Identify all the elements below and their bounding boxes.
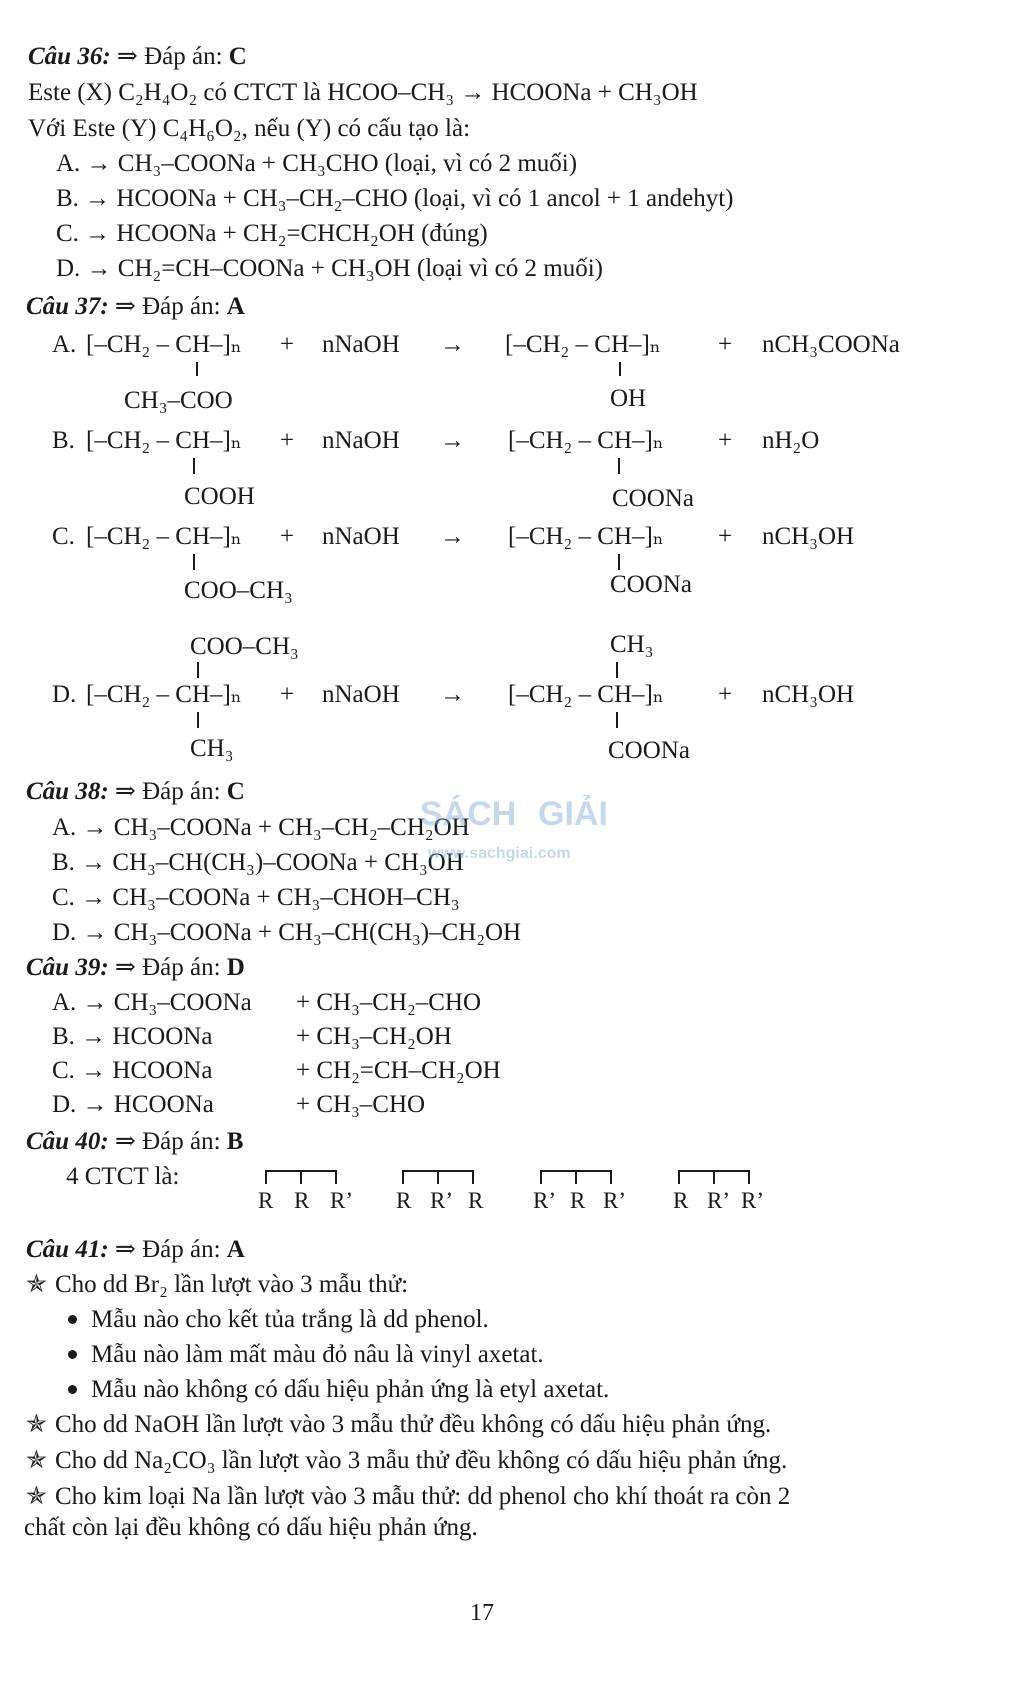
q40-struct3-r2: R — [570, 1188, 586, 1213]
q37d-reagent: nNaOH — [322, 681, 400, 708]
q40-struct4-tick2 — [713, 1170, 715, 1184]
q39-option-b-left: B. → HCOONa — [52, 1023, 213, 1050]
q39-option-c-right: + CH₂=CH–CH₂OH — [296, 1057, 501, 1084]
q37c-product: nCH₃OH — [762, 523, 855, 550]
q36-line2: Với Este (Y) C₄H₆O₂, nếu (Y) có cấu tạo là: — [28, 115, 471, 142]
q37b-right-substituent: COONa — [612, 485, 694, 512]
star-icon: ✯ — [26, 1411, 47, 1438]
q39-answer-label: ⇒ Đáp án: — [114, 954, 227, 981]
q41-header — [26, 1235, 245, 1265]
q38-answer-label: ⇒ Đáp án: — [114, 778, 227, 805]
q37b-plus2: + — [718, 427, 733, 454]
q41-step2 — [26, 1410, 771, 1440]
q37c-left-bond — [193, 554, 195, 570]
q40-struct4-r2: R’ — [707, 1188, 730, 1213]
q40-struct1-tick2 — [300, 1170, 302, 1184]
q37b-product: nH₂O — [762, 427, 820, 454]
q37a-left-bond — [196, 362, 198, 376]
q40-struct2-tick2 — [437, 1170, 439, 1184]
q37d-label: D. — [52, 681, 77, 708]
q37b-right-bond — [618, 458, 620, 474]
q37d-left-bottom-bond — [197, 712, 199, 728]
q40-struct3-tick2 — [575, 1170, 577, 1184]
q39-option-b-right: + CH₃–CH₂OH — [296, 1023, 452, 1050]
q37c-left-polymer: [–CH₂ – CH–]ₙ — [86, 523, 242, 550]
q37a-right-polymer: [–CH₂ – CH–]ₙ — [505, 331, 661, 358]
q39-option-d-left: D. → HCOONa — [52, 1091, 214, 1118]
q37c-right-substituent: COONa — [610, 571, 692, 598]
watermark-url: www.sachgiai.com — [428, 845, 571, 862]
q37-title: Câu 37: — [26, 293, 109, 320]
q41-bullet3-text: Mẫu nào không có dấu hiệu phản ứng là etyl axetat. — [91, 1376, 610, 1403]
q41-step4-continued: chất còn lại đều không có dấu hiệu phản ứng. — [24, 1514, 478, 1541]
q41-bullet2-text: Mẫu nào làm mất màu đỏ nâu là vinyl axetat. — [91, 1341, 544, 1368]
q41-title: Câu 41: — [26, 1236, 109, 1263]
q40-struct2-r1: R — [396, 1188, 412, 1213]
q40-struct3-tick1 — [540, 1170, 542, 1184]
q40-struct2-r3: R — [468, 1188, 484, 1213]
q41-bullet3 — [68, 1375, 609, 1405]
q38-title: Câu 38: — [26, 778, 109, 805]
bullet-icon — [68, 1350, 77, 1359]
q41-answer-label: ⇒ Đáp án: — [114, 1236, 227, 1263]
q37c-reagent: nNaOH — [322, 523, 400, 550]
q41-step4 — [26, 1482, 790, 1512]
q37c-right-bond — [618, 554, 620, 570]
q37d-left-polymer: [–CH₂ – CH–]ₙ — [86, 681, 242, 708]
bullet-icon — [68, 1315, 77, 1324]
q41-step2-text: Cho dd NaOH lần lượt vào 3 mẫu thử đều không có dấu hiệu phản ứng. — [54, 1411, 772, 1438]
q41-step1-text: Cho dd Br₂ lần lượt vào 3 mẫu thử: — [54, 1271, 409, 1298]
q40-answer-letter: B — [226, 1128, 244, 1155]
q38-header — [26, 777, 245, 807]
q37d-right-top-substituent: CH₃ — [610, 631, 654, 658]
q37c-plus2: + — [718, 523, 733, 550]
q37b-right-polymer: [–CH₂ – CH–]ₙ — [508, 427, 664, 454]
q40-struct1-tick1 — [265, 1170, 267, 1184]
q40-struct3-r1: R’ — [533, 1188, 556, 1213]
q39-answer-letter: D — [226, 954, 245, 981]
q37d-left-substituent: CH₃ — [190, 735, 234, 762]
q37b-arrow: → — [440, 427, 465, 454]
q37d-right-substituent: COONa — [608, 737, 690, 764]
q37-answer-letter: A — [226, 293, 245, 320]
q40-struct4-tick3 — [748, 1170, 750, 1184]
q39-option-a-left: A. → CH₃–COONa — [52, 989, 252, 1016]
watermark-brand-left: SÁCH — [420, 795, 517, 833]
q40-title: Câu 40: — [26, 1128, 109, 1155]
q39-option-a-right: + CH₃–CH₂–CHO — [296, 989, 482, 1016]
star-icon: ✯ — [26, 1271, 47, 1298]
q36-line1: Este (X) C₂H₄O₂ có CTCT là HCOO–CH₃ → HCOONa + CH₃OH — [28, 79, 698, 106]
q38-option-c: C. → CH₃–COONa + CH₃–CHOH–CH₃ — [52, 884, 460, 911]
q37-header — [26, 292, 245, 322]
q37a-right-bond — [619, 362, 621, 376]
q36-header — [28, 42, 247, 72]
q36-option-a: A. → CH₃–COONa + CH₃CHO (loại, vì có 2 muối) — [56, 150, 578, 177]
q41-answer-letter: A — [226, 1236, 245, 1263]
q37a-reagent: nNaOH — [322, 331, 400, 358]
star-icon: ✯ — [26, 1447, 47, 1474]
q37a-left-polymer: [–CH₂ – CH–]ₙ — [86, 331, 242, 358]
q36-option-b: B. → HCOONa + CH₃–CH₂–CHO (loại, vì có 1 ancol + 1 andehyt) — [56, 185, 734, 212]
watermark-brand-right: GIẢI — [538, 795, 608, 833]
q37d-right-bottom-bond — [616, 712, 618, 728]
q37b-left-bond — [193, 458, 195, 474]
q40-struct3-tick3 — [610, 1170, 612, 1184]
q37d-right-top-bond — [616, 662, 618, 678]
q40-struct2-tick3 — [472, 1170, 474, 1184]
q37c-left-substituent: COO–CH₃ — [184, 577, 293, 604]
q40-header — [26, 1127, 243, 1157]
q40-struct2-r2: R’ — [430, 1188, 453, 1213]
q38-option-d: D. → CH₃–COONa + CH₃–CH(CH₃)–CH₂OH — [52, 919, 522, 946]
q40-intro: 4 CTCT là: — [66, 1163, 180, 1190]
q41-bullet2 — [68, 1340, 544, 1370]
q41-step1 — [26, 1270, 408, 1300]
q41-step4-text: Cho kim loại Na lần lượt vào 3 mẫu thử: dd phenol cho khí thoát ra còn 2 — [54, 1483, 791, 1510]
q37a-product: nCH₃COONa — [762, 331, 900, 358]
q41-bullet1 — [68, 1305, 489, 1335]
q40-struct1-r2: R — [294, 1188, 310, 1213]
q37-answer-label: ⇒ Đáp án: — [114, 293, 227, 320]
q37a-arrow: → — [440, 331, 465, 358]
q39-header — [26, 953, 245, 983]
q40-struct4-r1: R — [673, 1188, 689, 1213]
q38-option-b: B. → CH₃–CH(CH₃)–COONa + CH₃OH — [52, 849, 464, 876]
q36-answer-letter: C — [228, 43, 247, 70]
q38-answer-letter: C — [226, 778, 245, 805]
q37a-right-substituent: OH — [610, 385, 647, 412]
q37d-left-top-bond — [197, 662, 199, 678]
q37c-right-polymer: [–CH₂ – CH–]ₙ — [508, 523, 664, 550]
q36-option-d: D. → CH₂=CH–COONa + CH₃OH (loại vì có 2 muối) — [56, 255, 603, 282]
q37a-left-substituent: CH₃–COO — [124, 387, 233, 414]
q37c-plus1: + — [280, 523, 295, 550]
q37b-left-substituent: COOH — [184, 483, 255, 510]
q37d-right-polymer: [–CH₂ – CH–]ₙ — [508, 681, 664, 708]
q39-option-d-right: + CH₃–CHO — [296, 1091, 426, 1118]
q37d-plus1: + — [280, 681, 295, 708]
q37c-arrow: → — [440, 523, 465, 550]
q40-struct1-r1: R — [258, 1188, 274, 1213]
q40-answer-label: ⇒ Đáp án: — [114, 1128, 227, 1155]
star-icon: ✯ — [26, 1483, 47, 1510]
q39-title: Câu 39: — [26, 954, 109, 981]
q36-answer-label: ⇒ Đáp án: — [116, 43, 229, 70]
q36-title: Câu 36: — [28, 43, 111, 70]
q40-struct1-tick3 — [335, 1170, 337, 1184]
watermark — [420, 795, 620, 875]
q41-step3-text: Cho dd Na₂CO₃ lần lượt vào 3 mẫu thử đều không có dấu hiệu phản ứng. — [54, 1447, 788, 1474]
q41-step3 — [26, 1446, 787, 1476]
q40-struct2-tick1 — [402, 1170, 404, 1184]
q37b-reagent: nNaOH — [322, 427, 400, 454]
q40-struct4-tick1 — [678, 1170, 680, 1184]
q39-option-c-left: C. → HCOONa — [52, 1057, 213, 1084]
q37b-plus1: + — [280, 427, 295, 454]
q37d-left-top-substituent: COO–CH₃ — [190, 633, 299, 660]
q37d-product: nCH₃OH — [762, 681, 855, 708]
q37c-label: C. — [52, 523, 75, 550]
q37a-plus1: + — [280, 331, 295, 358]
q37b-left-polymer: [–CH₂ – CH–]ₙ — [86, 427, 242, 454]
q40-struct4-r3: R’ — [741, 1188, 764, 1213]
q41-bullet1-text: Mẫu nào cho kết tủa trắng là dd phenol. — [91, 1306, 489, 1333]
q38-option-a: A. → CH₃–COONa + CH₃–CH₂–CH₂OH — [52, 814, 470, 841]
q37b-label: B. — [52, 427, 75, 454]
q37a-plus2: + — [718, 331, 733, 358]
q40-struct1-r3: R’ — [330, 1188, 353, 1213]
q37d-arrow: → — [440, 681, 465, 708]
bullet-icon — [68, 1385, 77, 1394]
q36-option-c: C. → HCOONa + CH₂=CHCH₂OH (đúng) — [56, 220, 488, 247]
page-number: 17 — [470, 1600, 494, 1626]
q37d-plus2: + — [718, 681, 733, 708]
q37a-label: A. — [52, 331, 77, 358]
q40-struct3-r3: R’ — [603, 1188, 626, 1213]
